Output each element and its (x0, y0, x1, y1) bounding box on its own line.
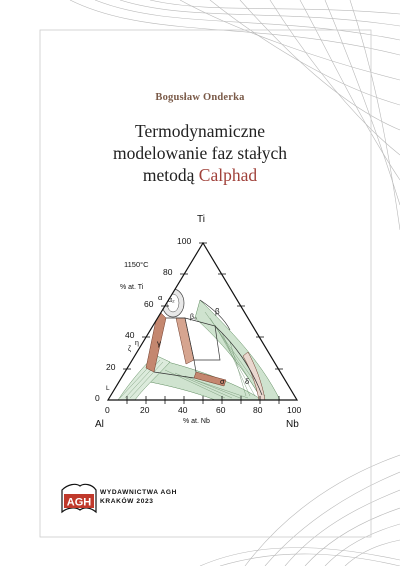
title-line-2: modelowanie faz stałych (113, 143, 287, 163)
phase-label-sigma: σ (220, 377, 225, 386)
bottom-tick-80: 80 (253, 405, 263, 415)
phase-strip-brown-mid (176, 318, 194, 364)
title-accent-word: Calphad (198, 165, 258, 185)
bottom-tick-20: 20 (140, 405, 150, 415)
left-tick-0: 0 (95, 393, 100, 403)
bottom-tick-0: 0 (105, 405, 110, 415)
left-tick-20: 20 (106, 362, 116, 372)
phase-label-alpha2: α₂ (168, 297, 175, 304)
left-tick-100: 100 (177, 236, 192, 246)
author-name: Bogusław Onderka (155, 92, 245, 103)
title-line-1: Termodynamiczne (135, 121, 265, 141)
temperature-label: 1150°C (124, 260, 149, 269)
phase-label-gamma: γ (157, 339, 161, 348)
phase-label-delta: δ (245, 377, 250, 386)
logo-text: AGH (66, 496, 92, 509)
left-tick-40: 40 (125, 330, 135, 340)
publisher-name: WYDAWNICTWA AGH (100, 489, 178, 496)
bottom-axis-title: % at. Nb (183, 418, 210, 425)
left-tick-60: 60 (144, 299, 154, 309)
apex-label-top: Ti (197, 214, 205, 225)
publisher-city-year: KRAKÓW 2023 (100, 498, 154, 505)
bottom-tick-60: 60 (216, 405, 226, 415)
phase-label-beta: β (215, 307, 220, 316)
phase-label-liquid: L (106, 385, 110, 392)
bottom-tick-40: 40 (178, 405, 188, 415)
phase-label-eta: η (135, 340, 139, 347)
publisher-block (100, 488, 177, 506)
apex-label-left: Al (95, 419, 104, 430)
apex-label-right: Nb (286, 419, 299, 430)
phase-label-zeta: ζ (128, 346, 132, 353)
left-tick-80: 80 (163, 267, 173, 277)
phase-label-alpha: α (158, 293, 163, 302)
bottom-tick-100: 100 (287, 405, 302, 415)
agh-logo (60, 478, 98, 514)
phase-label-beta0: β₀ (190, 314, 197, 321)
left-axis-title: % at. Ti (120, 284, 144, 291)
title-line-3-prefix: metodą (142, 165, 199, 185)
